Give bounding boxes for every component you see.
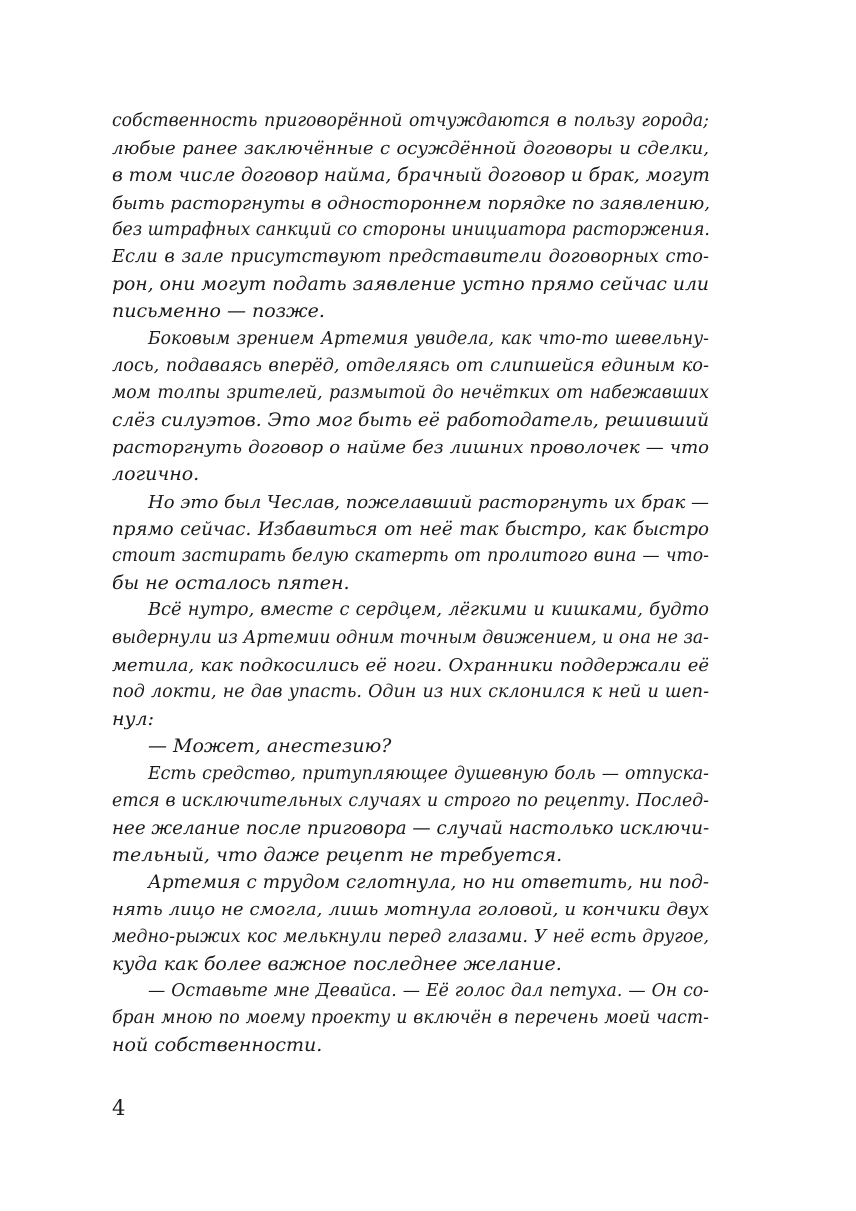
text-line: лось, подаваясь вперёд, отделяясь от слипшейся единым ко-: [112, 355, 709, 376]
text-line: Есть средство, притупляющее душевную боль — отпуска-: [148, 763, 709, 784]
text-line: ется в исключительных случаях и строго по рецепту. Послед-: [112, 790, 709, 811]
text-line: нять лицо не смогла, лишь мотнула головой, и кончики двух: [112, 899, 709, 921]
text-line: стоит застирать белую скатерть от пролитого вина — что-: [112, 546, 709, 566]
text-line: собственность приговорённой отчуждаются в пользу города;: [112, 111, 709, 131]
text-line: бы не осталось пятен.: [112, 572, 350, 595]
text-line: Артемия с трудом сглотнула, но ни ответить, ни под-: [148, 872, 709, 894]
text-line: выдернули из Артемии одним точным движением, и она не за-: [112, 627, 709, 648]
text-line: ной собственности.: [112, 1034, 323, 1057]
text-line: Но это был Чеслав, пожелавший расторгнуть их брак —: [148, 491, 709, 513]
text-line: — Оставьте мне Девайса. — Её голос дал петуха. — Он со-: [148, 981, 709, 1001]
text-line: быть расторгнуты в одностороннем порядке по заявлению,: [112, 192, 710, 214]
text-line: Боковым зрением Артемия увидела, как что-то шевельну-: [148, 328, 709, 349]
text-line: бран мною по моему проекту и включён в перечень моей част-: [112, 1008, 709, 1029]
text-line: — Может, анестезию?: [148, 735, 392, 758]
text-line: расторгнуть договор о найме без лишних проволочек — что: [112, 437, 709, 459]
text-line: нее желание после приговора — случай настолько исключи-: [112, 817, 710, 839]
text-line: в том числе договор найма, брачный договор и брак, могут: [112, 165, 710, 187]
text-line: Всё нутро, вместе с сердцем, лёгкими и кишками, будто: [148, 600, 709, 621]
page-number: 4: [112, 1096, 126, 1120]
text-line: нул:: [112, 708, 155, 731]
text-line: тельный, что даже рецепт не требуется.: [112, 844, 563, 867]
text-line: медно-рыжих кос мелькнули перед глазами. У неё есть другое,: [112, 926, 709, 947]
text-line: куда как более важное последнее желание.: [112, 952, 562, 975]
text-line: логично.: [112, 463, 200, 486]
text-line: мом толпы зрителей, размытой до нечётких от набежавших: [112, 382, 709, 403]
text-line: прямо сейчас. Избавиться от неё так быстро, как быстро: [112, 518, 709, 540]
body-text: [112, 108, 709, 1060]
text-line: под локти, не дав упасть. Один из них склонился к ней и шеп-: [112, 681, 709, 702]
text-line: рон, они могут подать заявление устно прямо сейчас или: [112, 274, 709, 296]
text-line: слёз силуэтов. Это мог быть её работодатель, решивший: [112, 410, 709, 432]
text-line: письменно — позже.: [112, 300, 325, 323]
text-line: без штрафных санкций со стороны инициатора расторжения.: [112, 219, 710, 240]
text-line: любые ранее заключённые с осуждённой договоры и сделки,: [112, 138, 709, 160]
text-line: Если в зале присутствуют представители договорных сто-: [112, 246, 709, 267]
text-line: метила, как подкосились её ноги. Охранники поддержали её: [112, 654, 709, 676]
